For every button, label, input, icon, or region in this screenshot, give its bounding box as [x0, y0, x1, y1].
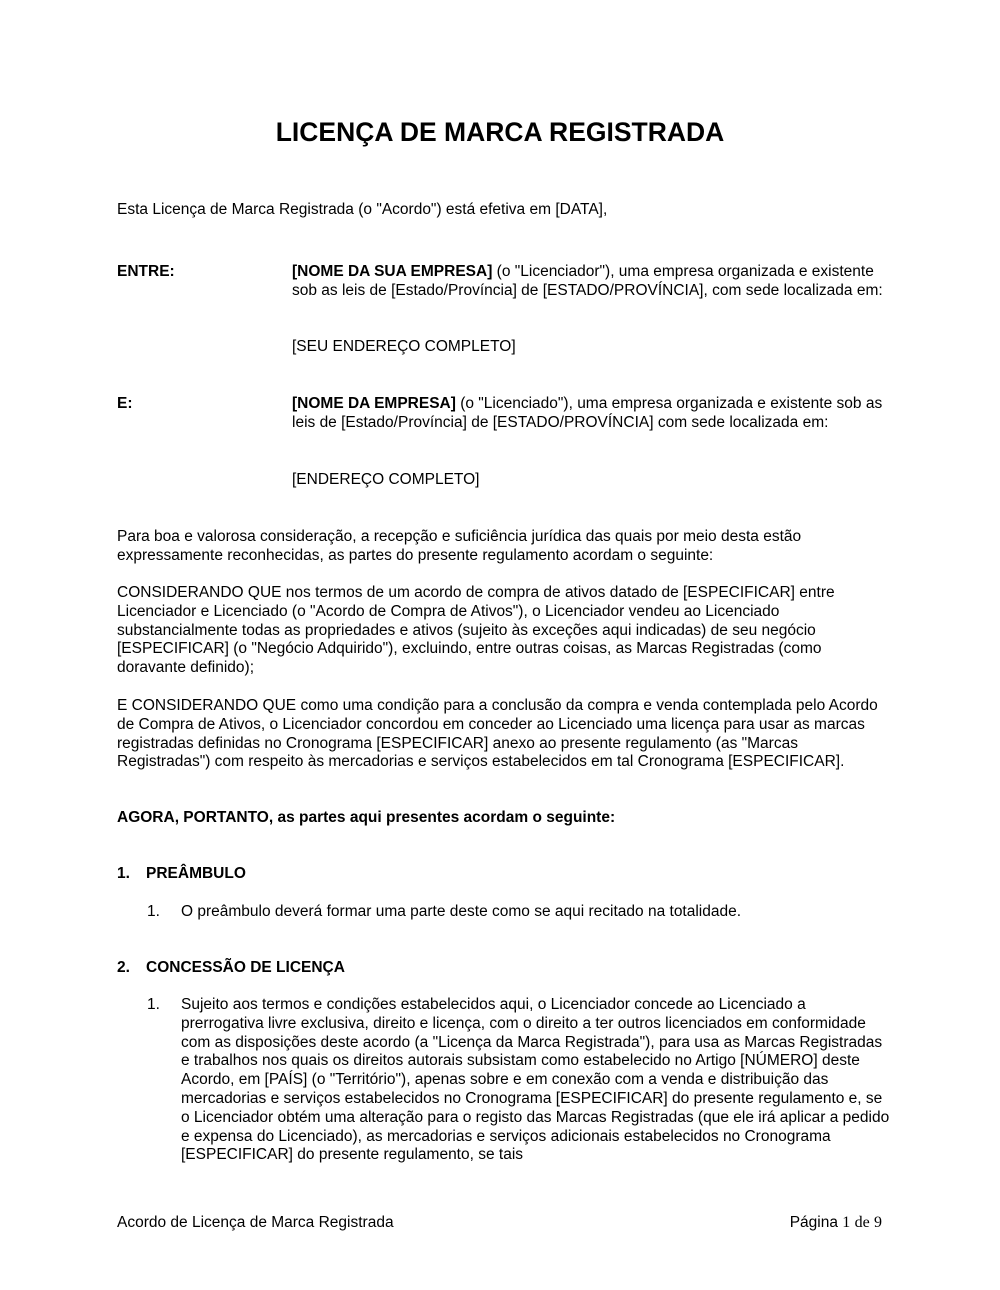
licensee-address: [ENDEREÇO COMPLETO] — [292, 471, 480, 488]
footer-page-number — [790, 1214, 882, 1232]
licensor-address: [SEU ENDEREÇO COMPLETO] — [292, 338, 516, 355]
page-label: Página — [789, 1214, 838, 1231]
intro-paragraph: Esta Licença de Marca Registrada (o "Acordo") está efetiva em [DATA], — [117, 201, 608, 218]
section-1-number: 1. — [117, 865, 130, 882]
licensor-details: (o "Licenciador"), uma empresa organizada e existente sob as leis de [Estado/Província] de [ESTADO/PROVÍNCIA], com sede localizada em: — [292, 263, 883, 299]
section-1-title: PREÂMBULO — [146, 865, 246, 882]
party-licensor-description — [292, 263, 892, 301]
party-label-between: ENTRE: — [117, 263, 175, 280]
now-therefore-paragraph: AGORA, PORTANTO, as partes aqui presentes acordam o seguinte: — [117, 809, 616, 826]
licensee-details: (o "Licenciado"), uma empresa organizada e existente sob as leis de [Estado/Província] de [ESTADO/PROVÍNCIA] com sede localizada em: — [292, 395, 883, 431]
page-of: de — [854, 1214, 870, 1231]
page-total: 9 — [874, 1214, 882, 1231]
footer-document-name: Acordo de Licença de Marca Registrada — [117, 1214, 394, 1231]
whereas-paragraph-1: CONSIDERANDO QUE nos termos de um acordo de compra de ativos datado de [ESPECIFICAR] entre Licenciador e Licenciado (o "Acordo de Compra de Ativos"), o Licenciador vendeu ao Licenciado substancialmente todas as propriedades e ativos (sujeito às exceções aqui indicadas) de seu negócio [ESPECIFICAR] (o "Negócio Adquirido"), excluindo, entre outras coisas, as Marcas Registradas (como doravante definido); — [117, 584, 835, 677]
section-2-item-1-text: Sujeito aos termos e condições estabelecidos aqui, o Licenciador concede ao Licenciado a prerrogativa livre exclusiva, direito e licença, com o direito a ter outros licenciados em conformidade com as disposições deste acordo (a "Licença da Marca Registrada"), para usa as Marcas Registradas e trabalhos nos quais os direitos autorais subsistam como estabelecido no Artigo [NÚMERO] deste Acordo, em [PAÍS] (o "Território"), apenas sobre e em conexão com a venda e distribuição das mercadorias e serviços estabelecidos no Cronograma [ESPECIFICAR] do presente regulamento e, se o Licenciador obtém uma alteração para o registo das Marcas Registradas (que ele irá aplicar a pedido e expensa do Licenciado), as mercadorias e serviços adicionais estabelecidos no Cronograma [ESPECIFICAR] do presente regulamento, se tais — [181, 996, 890, 1164]
party-licensee-description — [292, 395, 892, 433]
section-1-item-1-number: 1. — [147, 903, 160, 920]
page-current: 1 — [842, 1214, 851, 1231]
section-2-number: 2. — [117, 959, 130, 976]
section-1-item-1-text: O preâmbulo deverá formar uma parte deste como se aqui recitado na totalidade. — [181, 903, 742, 920]
document-title: LICENÇA DE MARCA REGISTRADA — [275, 117, 725, 147]
consideration-paragraph: Para boa e valorosa consideração, a recepção e suficiência jurídica das quais por meio desta estão expressamente reconhecidas, as partes do presente regulamento acordam o seguinte: — [117, 528, 802, 564]
party-label-and: E: — [117, 395, 133, 412]
section-2-item-1-number: 1. — [147, 996, 160, 1013]
section-2-title: CONCESSÃO DE LICENÇA — [146, 959, 345, 976]
licensor-name: [NOME DA SUA EMPRESA] — [292, 263, 493, 280]
licensee-name: [NOME DA EMPRESA] — [292, 395, 456, 412]
whereas-paragraph-2: E CONSIDERANDO QUE como uma condição para a conclusão da compra e venda contemplada pelo Acordo de Compra de Ativos, o Licenciador concordou em conceder ao Licenciado uma licença para usar as marcas registradas definidas no Cronograma [ESPECIFICAR] anexo ao presente regulamento (as "Marcas Registradas") com respeito às mercadorias e serviços estabelecidos em tal Cronograma [ESPECIFICAR]. — [117, 697, 878, 771]
